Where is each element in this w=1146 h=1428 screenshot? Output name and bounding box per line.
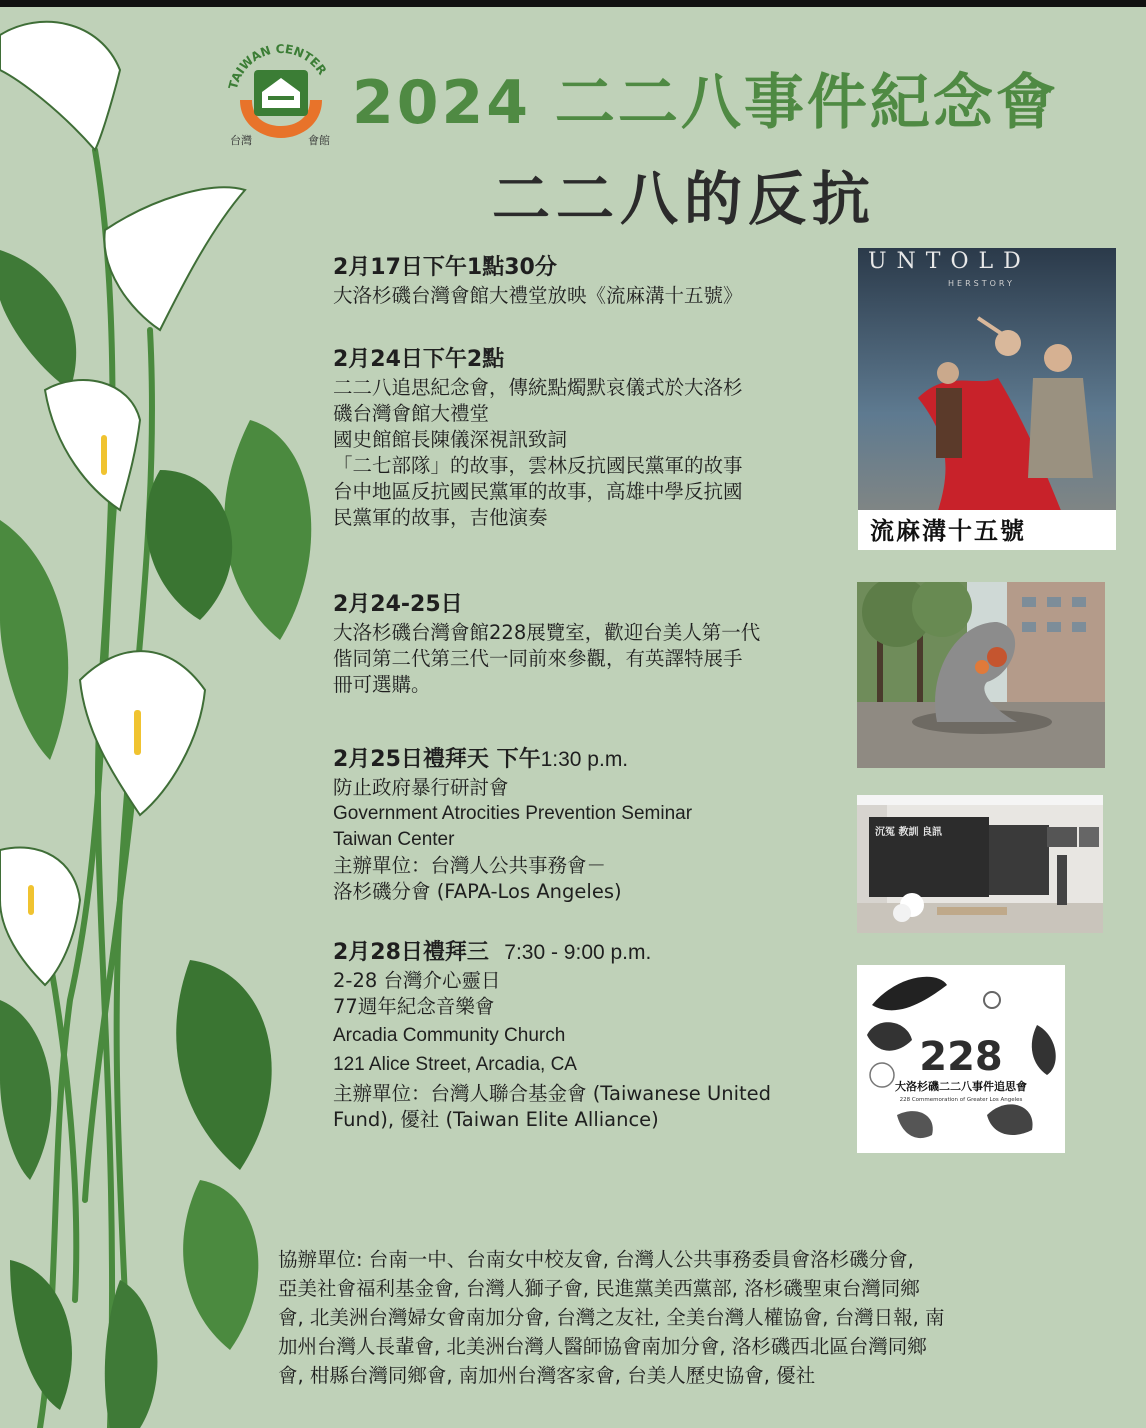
event-date: 2月17日下午1點30分 [333,255,557,280]
logo-text-left: 台灣 [230,134,252,147]
event-time: 1:30 p.m. [540,748,629,771]
page-title: 2024 二二八事件紀念會 [352,68,1059,138]
badge-caption-en: 228 Commemoration of Greater Los Angeles [899,1097,1023,1103]
memorial-sculpture-image [857,582,1105,768]
poster-subtitle: HERSTORY [948,279,1015,288]
event-date: 2月24-25日 [333,592,463,617]
poster-film-name: 流麻溝十五號 [870,517,1026,545]
calla-lily-decoration [0,0,320,1428]
event-organizer: 主辦單位：台灣人聯合基金會 (Taiwanese United [333,1082,772,1105]
event-feb24 [333,345,743,531]
event-line: 國史館館長陳儀深視訊致詞 [333,428,568,451]
event-line: 冊可選購。 [333,673,431,696]
event-organizer: 洛杉磯分會 (FAPA-Los Angeles) [333,880,622,903]
event-time: 7:30 - 9:00 p.m. [504,941,652,964]
co-organizers-line: 會, 北美洲台灣婦女會南加分會, 台灣之友社, 全美台灣人權協會, 台灣日報, 南 [278,1306,945,1329]
event-line: 磯台灣會館大禮堂 [333,402,490,425]
event-line: 民黨軍的故事，吉他演奏 [333,506,548,529]
event-line: 防止政府暴行研討會 [333,776,509,799]
event-line: 大洛杉磯台灣會館大禮堂放映《流麻溝十五號》 [333,284,743,307]
page-subtitle: 二二八的反抗 [492,165,877,233]
event-line: 大洛杉磯台灣會館228展覽室，歡迎台美人第一代 [333,621,761,644]
logo-text-right: 會館 [308,134,330,147]
event-date: 2月24日下午2點 [333,347,505,372]
co-organizers-line: 亞美社會福利基金會, 台灣人獅子會, 民進黨美西黨部, 洛杉磯聖東台灣同鄉 [278,1277,920,1300]
co-organizers-line: 協辦單位: 台南一中、台南女中校友會, 台灣人公共事務委員會洛杉磯分會, [278,1248,914,1271]
film-poster-image [858,248,1116,550]
commemoration-228-badge [857,965,1065,1153]
event-line: 2-28 台灣介心靈日 [333,969,501,992]
event-line: 77週年紀念音樂會 [333,995,495,1018]
event-organizer: 主辦單位：台灣人公共事務會－ [333,854,607,877]
taiwan-center-logo [222,40,340,148]
exhibition-room-image [857,795,1103,933]
exhibit-sign: 沉冤 教訓 良訊 [875,827,942,838]
co-organizers-line: 會, 柑縣台灣同鄉會, 南加州台灣客家會, 台美人歷史協會, 優社 [278,1364,816,1387]
event-line: 台中地區反抗國民黨軍的故事，高雄中學反抗國 [333,480,743,503]
event-line-en: Government Atrocities Prevention Seminar [333,803,693,824]
event-line: 偕同第二代第三代一同前來參觀，有英譯特展手 [333,647,743,670]
badge-number: 228 [919,1034,1003,1080]
svg-text:TAIWAN CENTER: TAIWAN CENTER [225,41,330,91]
event-line: 二二八追思紀念會，傳統點燭默哀儀式於大洛杉 [333,376,743,399]
event-feb17 [333,253,743,309]
event-line: 「二七部隊」的故事，雲林反抗國民黨軍的故事 [333,454,743,477]
event-feb24-25 [333,590,760,698]
event-line-en: Arcadia Community Church [333,1025,566,1046]
poster-title: UNTOLD [868,249,1031,274]
event-organizer: Fund), 優社 (Taiwan Elite Alliance) [333,1108,659,1131]
event-date: 2月28日禮拜三 [333,940,489,965]
event-date: 2月25日禮拜天 下午 [333,747,541,772]
event-feb25 [333,745,692,905]
event-line-en: Taiwan Center [333,829,455,850]
event-line-en: 121 Alice Street, Arcadia, CA [333,1054,577,1075]
badge-caption: 大洛杉磯二二八事件追思會 [895,1080,1027,1093]
co-organizers-line: 加州台灣人長輩會, 北美洲台灣人醫師協會南加分會, 洛杉磯西北區台灣同鄉 [278,1335,927,1358]
event-feb28 [333,938,771,1133]
co-organizers [278,1245,1078,1390]
